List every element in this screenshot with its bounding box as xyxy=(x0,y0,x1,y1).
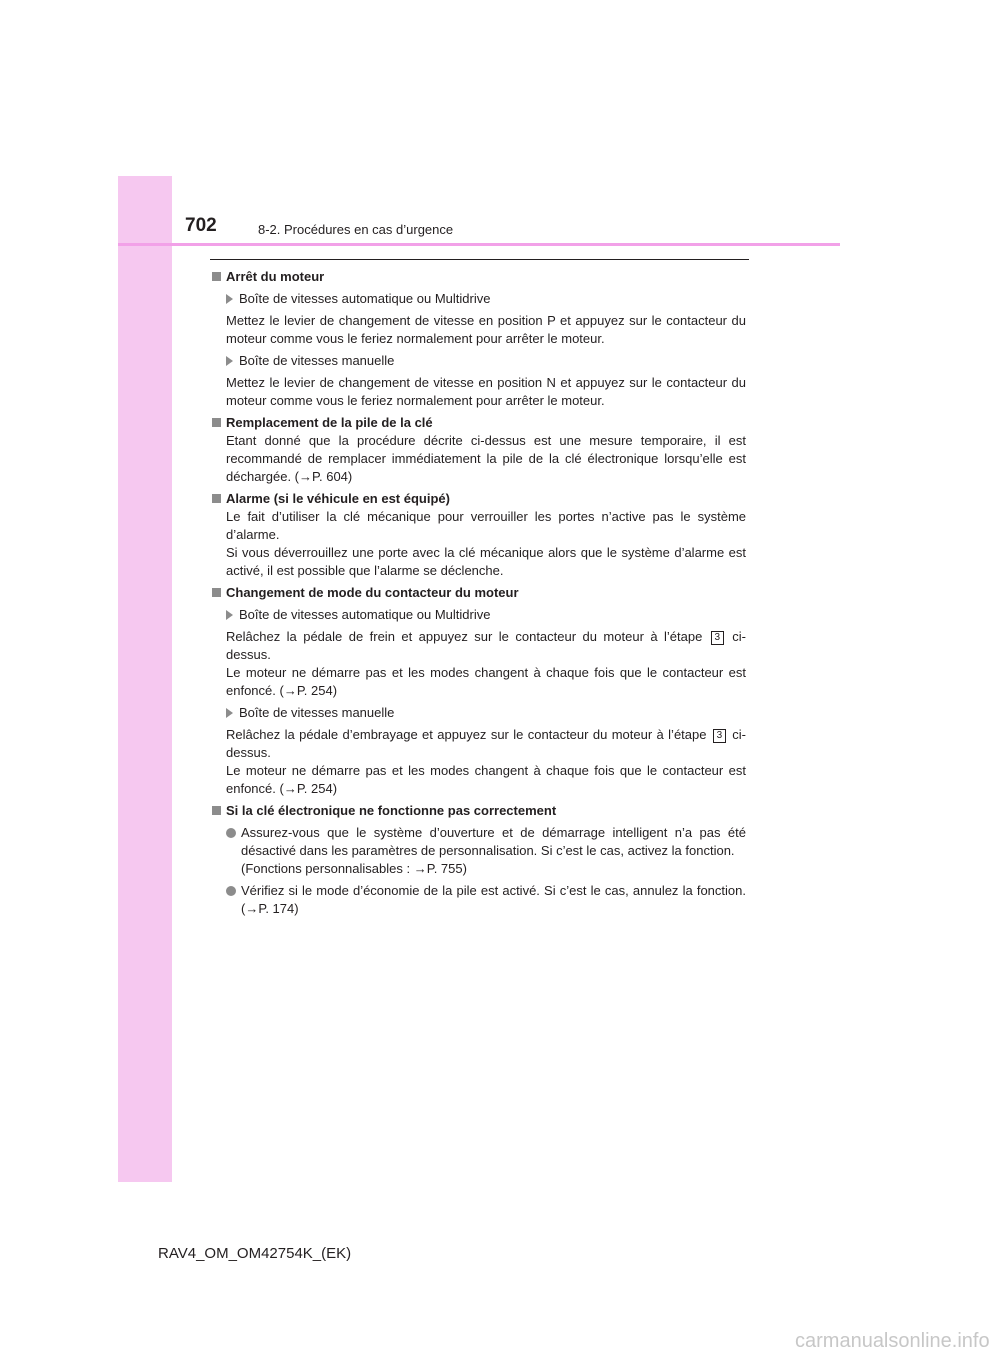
square-bullet-icon xyxy=(212,418,221,427)
triangle-bullet-icon xyxy=(226,356,233,366)
square-bullet-icon xyxy=(212,588,221,597)
triangle-bullet-icon xyxy=(226,610,233,620)
section-heading: Arrêt du moteur xyxy=(226,269,325,284)
sub-heading: Boîte de vitesses automatique ou Multidrive xyxy=(239,607,491,622)
triangle-bullet-icon xyxy=(226,294,233,304)
sub-heading: Boîte de vitesses automatique ou Multidrive xyxy=(239,291,491,306)
paragraph: Le moteur ne démarre pas et les modes changent à chaque fois que le contacteur est enfoncé. (→P. 254) xyxy=(226,665,746,698)
header-rule xyxy=(118,243,840,246)
bullet-text: (Fonctions personnalisables : →P. 755) xyxy=(241,861,467,876)
section-heading: Alarme (si le véhicule en est équipé) xyxy=(226,491,450,506)
paragraph: Etant donné que la procédure décrite ci-dessus est une mesure temporaire, il est recommandé de remplacer immédiatement la pile de la clé électronique lorsqu’elle est déchargée. (→P. 604) xyxy=(226,433,746,484)
square-bullet-icon xyxy=(212,494,221,503)
section-engine-stop xyxy=(211,268,746,410)
section-heading: Changement de mode du contacteur du moteur xyxy=(226,585,519,600)
paragraph: Mettez le levier de changement de vitesse en position P et appuyez sur le contacteur du moteur comme vous le feriez normalement pour arrêter le moteur. xyxy=(226,313,746,346)
sub-heading: Boîte de vitesses manuelle xyxy=(239,353,395,368)
square-bullet-icon xyxy=(212,806,221,815)
bullet-text: Vérifiez si le mode d’économie de la pile est activé. Si c’est le cas, annulez la fonction. (→P. 174) xyxy=(241,883,746,916)
page-number: 702 xyxy=(185,215,217,236)
paragraph: Le moteur ne démarre pas et les modes changent à chaque fois que le contacteur est enfoncé. (→P. 254) xyxy=(226,763,746,796)
bullet-text: Assurez-vous que le système d’ouverture et de démarrage intelligent n’a pas été désactivé dans les paramètres de personnalisation. Si c’est le cas, activez la fonction. xyxy=(241,825,746,858)
circle-bullet-icon xyxy=(226,828,236,838)
paragraph: Relâchez la pédale de frein et appuyez sur le contacteur du moteur à l’étape 3 ci-dessus. xyxy=(226,629,746,662)
section-mode-change xyxy=(211,584,746,798)
step-reference: 3 xyxy=(713,729,726,743)
sub-heading: Boîte de vitesses manuelle xyxy=(239,705,395,720)
paragraph: Le fait d’utiliser la clé mécanique pour verrouiller les portes n’active pas le système d’alarme. xyxy=(226,509,746,542)
section-key-malfunction xyxy=(211,802,746,918)
document-code: RAV4_OM_OM42754K_(EK) xyxy=(158,1245,352,1262)
triangle-bullet-icon xyxy=(226,708,233,718)
side-color-band xyxy=(118,176,172,1182)
square-bullet-icon xyxy=(212,272,221,281)
section-alarm xyxy=(211,490,746,580)
watermark: carmanualsonline.info xyxy=(795,1330,990,1352)
section-heading: Si la clé électronique ne fonctionne pas correctement xyxy=(226,803,557,818)
section-battery-replacement xyxy=(211,414,746,486)
circle-bullet-icon xyxy=(226,886,236,896)
paragraph: Mettez le levier de changement de vitesse en position N et appuyez sur le contacteur du moteur comme vous le feriez normalement pour arrêter le moteur. xyxy=(226,375,746,408)
step-reference: 3 xyxy=(711,631,724,645)
section-title: 8-2. Procédures en cas d’urgence xyxy=(258,222,454,237)
page-content xyxy=(211,268,746,922)
paragraph: Relâchez la pédale d’embrayage et appuyez sur le contacteur du moteur à l’étape 3 ci-dessus. xyxy=(226,727,746,760)
content-divider xyxy=(210,259,749,260)
paragraph: Si vous déverrouillez une porte avec la clé mécanique alors que le système d’alarme est activé, il est possible que l’alarme se déclenche. xyxy=(226,545,746,578)
section-heading: Remplacement de la pile de la clé xyxy=(226,415,433,430)
